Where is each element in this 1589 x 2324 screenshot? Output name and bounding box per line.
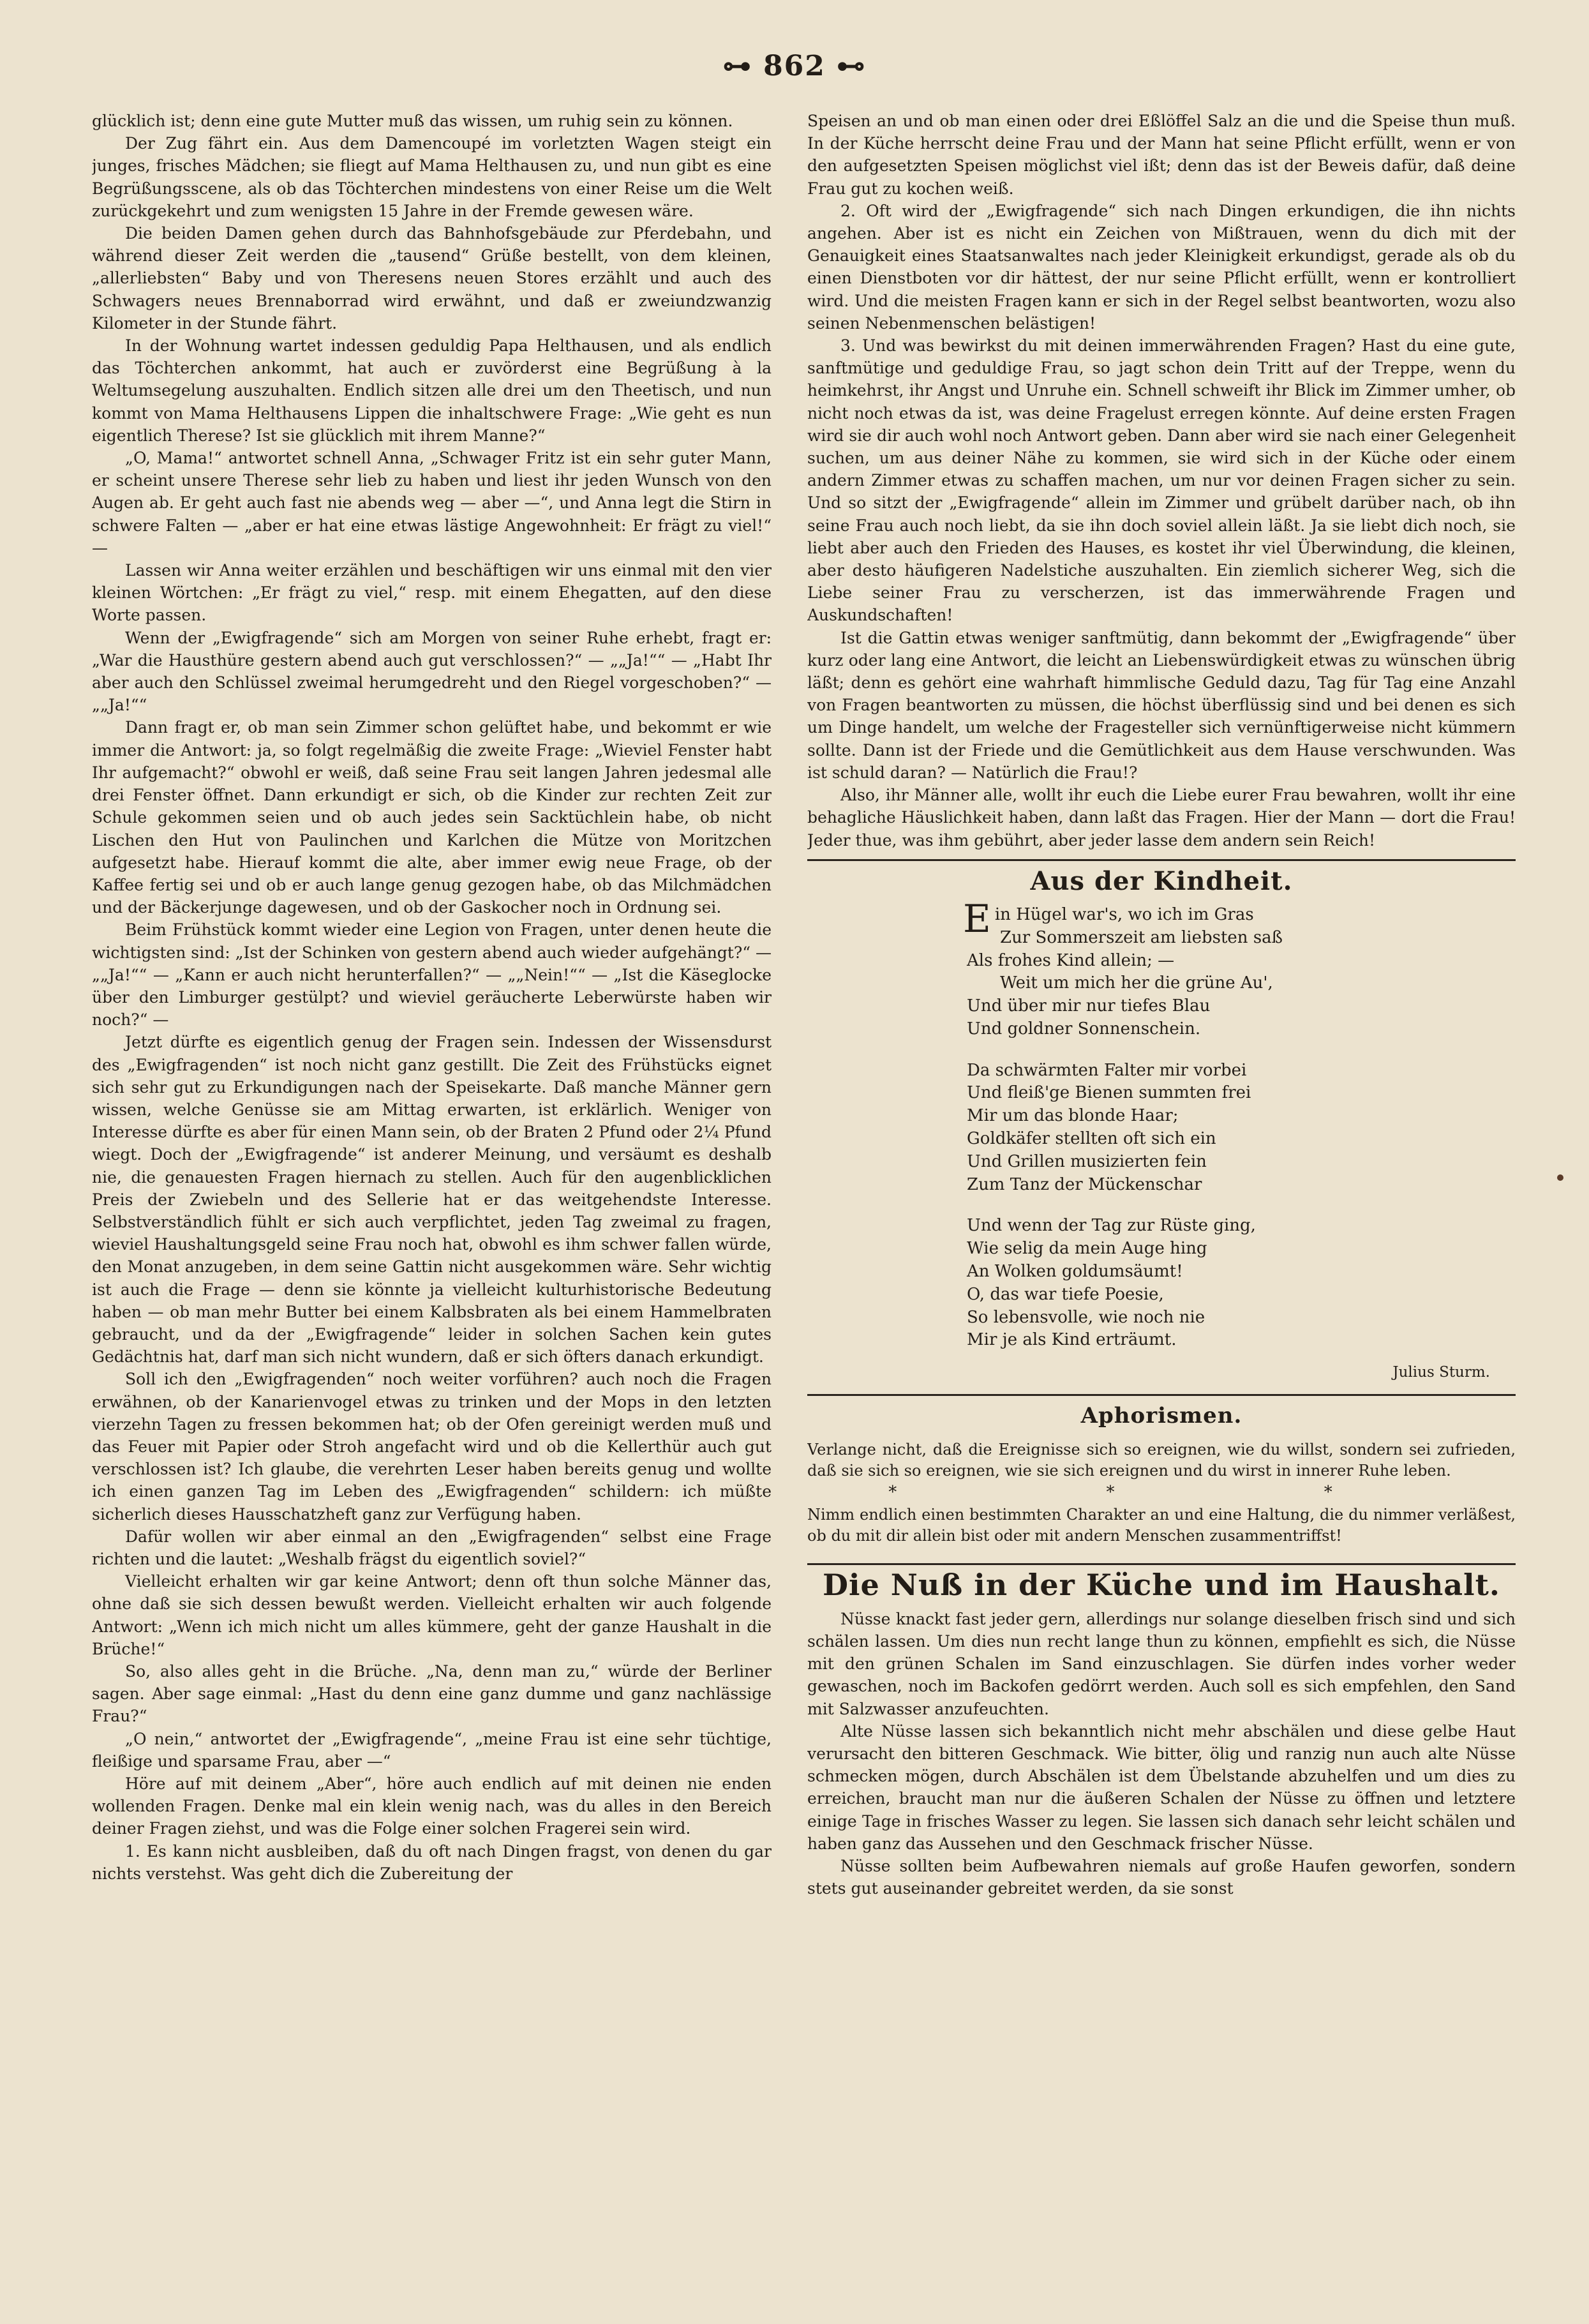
section-divider	[807, 859, 1516, 861]
right-column	[807, 110, 1516, 2305]
section-divider	[807, 1563, 1516, 1565]
poem-line: Und goldner Sonnenschein.	[967, 1019, 1201, 1038]
paragraph: Wenn der „Ewigfragende“ sich am Morgen von seiner Ruhe erhebt, fragt er: „War die Hausthüre gestern abend auch gut verschlossen?“ — „„Ja!““ — „Habt Ihr aber auch den Schlüssel zweimal herumgedreht und den Riegel vorgeschoben?“ — „„Ja!““	[92, 628, 772, 715]
poem-line: Zur Sommerszeit am liebsten saß	[1000, 927, 1283, 947]
paragraph: Lassen wir Anna weiter erzählen und beschäftigen wir uns einmal mit den vier kleinen Wörtchen: „Er frägt zu viel,“ resp. mit einem Ehegatten, auf den diese Worte passen.	[92, 561, 772, 625]
left-column	[92, 110, 772, 2280]
ink-spot	[1557, 1174, 1563, 1181]
paragraph: Speisen an und ob man einen oder drei Eßlöffel Salz an die und die Speise thun muß. In der Küche herrscht deine Frau und der Mann hat seine Pflicht erfüllt, wenn er von den aufgesetzten Speisen möglichst viel ißt; denn das ist der Beweis dafür, daß deine Frau gut zu kochen weiß.	[807, 112, 1516, 198]
poem-stanza	[967, 1060, 1516, 1197]
paragraph: Alte Nüsse lassen sich bekanntlich nicht mehr abschälen und diese gelbe Haut verursacht den bitteren Geschmack. Wie bitter, ölig und ranzig nun auch alte Nüsse schmecken mögen, durch Abschälen ist dem Übelstande abzuhelfen und um dies zu erreichen, braucht man nur die äußeren Schalen der Nüsse zu öffnen und letztere einige Tage in frisches Wasser zu legen. Sie lassen sich danach sehr leicht schälen und haben ganz das Aussehen und den Geschmack frischer Nüsse.	[807, 1721, 1516, 1853]
paragraph: 1. Es kann nicht ausbleiben, daß du oft nach Dingen fragst, von denen du gar nichts verstehst. Was geht dich die Zubereitung der	[92, 1841, 772, 1883]
poem-line: Zum Tanz der Mückenschar	[967, 1174, 1202, 1194]
poem-line: So lebensvolle, wie noch nie	[967, 1307, 1205, 1327]
paragraph: Ist die Gattin etwas weniger sanftmütig, dann bekommt der „Ewigfragende“ über kurz oder lang eine Antwort, die leicht an Liebenswürdigkeit etwas zu wünschen übrig läßt; denn es gehört eine wahrhaft himmlische Geduld dazu, Tag für Tag eine Anzahl von Fragen beantworten zu müssen, die höchst überflüssig sind und bei denen es sich um Dinge handelt, um welche der Fragesteller sich vernünftigerweise nicht kümmern sollte. Dann ist der Friede und die Gemütlichkeit aus dem Hause verschwunden. Was ist schuld daran? — Natürlich die Frau!?	[807, 628, 1516, 782]
paragraph: Also, ihr Männer alle, wollt ihr euch die Liebe eurer Frau bewahren, wollt ihr eine behagliche Häuslichkeit haben, dann laßt das Fragen. Hier der Mann — dort die Frau! Jeder thue, was ihm gebührt, aber jeder lasse dem andern sein Reich!	[807, 786, 1516, 850]
poem-line: Und wenn der Tag zur Rüste ging,	[967, 1216, 1256, 1236]
paragraph: Höre auf mit deinem „Aber“, höre auch endlich auf mit deinen nie enden wollenden Fragen. Denke mal ein klein wenig nach, was du alles in den Bereich deiner Fragen ziehst, und was die Folge einer solchen Fragerei sein wird.	[92, 1774, 772, 1838]
paragraph: „O nein,“ antwortet der „Ewigfragende“, „meine Frau ist eine sehr tüchtige, fleißige und sparsame Frau, aber —“	[92, 1729, 772, 1771]
poem	[963, 896, 1516, 1352]
paragraph: 3. Und was bewirkst du mit deinen immerwährenden Fragen? Hast du eine gute, sanftmütige und geduldige Frau, so jagt schon dein Tritt auf der Treppe, wenn du heimkehrst, ihr Angst und Unruhe ein. Schnell schweift ihr Blick im Zimmer umher, ob nicht noch etwas da ist, was deine Fragelust erregen könnte. Auf deine ersten Fragen wird sie dir auch wohl noch Antwort geben. Dann aber wird sie nach einer Gelegenheit suchen, um aus deiner Nähe zu kommen, sie wird sich in der Küche oder einem andern Zimmer etwas zu schaffen machen, um nur vor deinen Fragen sicher zu sein. Und so sitzt der „Ewigfragende“ allein im Zimmer und grübelt darüber nach, ob ihn seine Frau auch noch liebt, da sie ihn doch soviel allein läßt. Ja sie liebt dich noch, sie liebt aber auch den Frieden des Hauses, es kostet ihr viel Überwindung, die kleinen, aber desto häufigeren Nadelstiche auszuhalten. Ein ziemlich sicherer Weg, sich die Liebe seiner Frau zu verscherzen, ist das immerwährende Fragen und Auskundschaften!	[807, 336, 1516, 625]
poem-stanza	[963, 896, 1516, 1041]
drop-cap: E	[963, 896, 991, 941]
paragraph: Der Zug fährt ein. Aus dem Damencoupé im vorletzten Wagen steigt ein junges, frisches Mädchen; sie fliegt auf Mama Helthausen zu, und nun gibt es eine Begrüßungsscene, als ob das Töchterchen mindestens von einer Reise um die Welt zurückgekehrt und zum wenigsten 15 Jahre in der Fremde gewesen wäre.	[92, 134, 772, 220]
aphorisms-title: Aphorismen.	[1080, 1403, 1242, 1429]
poem-line: Und Grillen musizierten fein	[967, 1151, 1207, 1171]
poem-line: Mir um das blonde Haar;	[967, 1106, 1179, 1126]
poem-stanza	[967, 1215, 1516, 1352]
poem-line: Ein Hügel war's, wo ich im Gras	[963, 896, 1254, 941]
poem-line: O, das war tiefe Poesie,	[967, 1284, 1164, 1304]
poem-author: Julius Sturm.	[1392, 1364, 1490, 1381]
paragraph: Soll ich den „Ewigfragenden“ noch weiter vorführen? auch noch die Fragen erwähnen, ob der Kanarienvogel etwas zu trinken und der Mops in den letzten vierzehn Tagen zu fressen bekommen hat; ob der Ofen gereinigt werden muß und das Feuer mit Papier oder Stroh angefacht wird und ob die Kellerthür auch gut verschlossen ist? Ich glaube, die verehrten Leser haben bereits genug und wollte ich einen ganzen Tag im Leben des „Ewigfragenden“ schildern: ich müßte sicherlich dieses Hausschatzheft ganz zur Verfügung haben.	[92, 1370, 772, 1524]
paragraph: Beim Frühstück kommt wieder eine Legion von Fragen, unter denen heute die wichtigsten sind: „Ist der Schinken von gestern abend auch wieder aufgehängt?“ — „„Ja!““ — „Kann er auch nicht herunterfallen?“ — „„Nein!““ — „Ist die Käseglocke über den Limburger gestülpt? und wieviel geräucherte Leberwürste haben wir noch?“ —	[92, 920, 772, 1030]
paragraph: Die beiden Damen gehen durch das Bahnhofsgebäude zur Pferdebahn, und während dieser Zeit werden die „tausend“ Grüße bestellt, von dem kleinen, „allerliebsten“ Baby und von Theresens neuen Stores erzählt und auch des Schwagers neues Brennaborrad wird erwähnt, und daß er zweiundzwanzig Kilometer in der Stunde fährt.	[92, 224, 772, 333]
nuss-title: Die Nuß in der Küche und im Haushalt.	[823, 1567, 1500, 1602]
paragraph: Nüsse knackt fast jeder gern, allerdings nur solange dieselben frisch sind und sich schälen lassen. Um dies nun recht lange thun zu können, empfiehlt es sich, die Nüsse mit den grünen Schalen im Sand einzuschlagen. Sie dürfen indes vorher weder gewaschen, noch im Backofen gedörrt werden. Auch soll es sich empfehlen, den Sand mit Salzwasser anzufeuchten.	[807, 1609, 1516, 1718]
paragraph: Jetzt dürfte es eigentlich genug der Fragen sein. Indessen der Wissensdurst des „Ewigfragenden“ ist noch nicht ganz gestillt. Die Zeit des Frühstücks eignet sich sehr gut zu Erkundigungen nach der Speisekarte. Daß manche Männer gern wissen, welche Genüsse sie am Mittag erwarten, ist erklärlich. Weniger von Interesse dürfte es aber für einen Mann sein, ob der Braten 2 Pfund oder 2¼ Pfund wiegt. Doch der „Ewigfragende“ ist anderer Meinung, und versäumt es deshalb nie, die genauesten Fragen hiernach zu stellen. Auch für den augenblicklichen Preis der Zwiebeln und des Sellerie hat er das weitgehendste Interesse. Selbstverständlich fühlt er sich auch verpflichtet, jeden Tag zweimal zu fragen, wieviel Haushaltungsgeld seine Frau noch hat, obwohl es ihm schwer fallen würde, den Monat anzugeben, in dem seine Gattin nicht ausgekommen wäre. Sehr wichtig ist auch die Frage — denn sie könnte ja vielleicht kulturhistorische Bedeutung haben — ob man mehr Butter bei einem Kalbsbraten als bei einem Hammelbraten gebraucht, und da der „Ewigfragende“ leider in solchen Sachen kein gutes Gedächtnis hat, darf man sich nicht wundern, daß er sich öfters danach erkundigt.	[92, 1033, 772, 1367]
paragraph: Dann fragt er, ob man sein Zimmer schon gelüftet habe, und bekommt er wie immer die Antwort: ja, so folgt regelmäßig die zweite Frage: „Wieviel Fenster habt Ihr aufgemacht?“ obwohl er weiß, daß seine Frau seit langen Jahren jedesmal alle drei Fenster öffnet. Dann erkundigt er sich, ob die Kinder zur rechten Zeit zur Schule gekommen seien und ob auch jedes sein Sacktüchlein habe, ob nicht Lischen den Hut von Paulinchen und Karlchen die Mütze von Moritzchen aufgesetzt habe. Hierauf kommt die alte, aber immer ewig neue Frage, ob der Kaffee fertig sei und ob er auch lange genug gezogen habe, ob das Milchmädchen und der Bäckerjunge dagewesen, und ob der Gaskocher noch in Ordnung sei.	[92, 718, 772, 917]
paragraph: Vielleicht erhalten wir gar keine Antwort; denn oft thun solche Männer das, ohne daß sie sich dessen bewußt werden. Vielleicht erhalten wir auch folgende Antwort: „Wenn ich mich nicht um alles kümmere, geht der ganze Haushalt in die Brüche!“	[92, 1572, 772, 1658]
paragraph: Dafür wollen wir aber einmal an den „Ewigfragenden“ selbst eine Frage richten und die lautet: „Weshalb frägst du eigentlich soviel?“	[92, 1527, 772, 1568]
aphorism: Verlange nicht, daß die Ereignisse sich so ereignen, wie du willst, sondern sei zufrieden, daß sie sich so ereignen, wie sie sich ereignen und du wirst in innerer Ruhe leben.	[807, 1440, 1516, 1480]
section-divider	[807, 1394, 1516, 1396]
separator-stars: * * *	[888, 1482, 1435, 1502]
paragraph: Nüsse sollten beim Aufbewahren niemals auf große Haufen geworfen, sondern stets gut auseinander gebreitet werden, da sie sonst	[807, 1857, 1516, 1898]
poem-line: Und fleiß'ge Bienen summten frei	[967, 1083, 1251, 1103]
poem-line: Weit um mich her die grüne Au',	[1000, 973, 1273, 993]
aphorism: Nimm endlich einen bestimmten Charakter an und eine Haltung, die du nimmer verläßest, ob du mit dir allein bist oder mit andern Menschen zusammentriffst!	[807, 1505, 1516, 1545]
poem-line: Als frohes Kind allein; —	[967, 950, 1175, 970]
paragraph: glücklich ist; denn eine gute Mutter muß das wissen, um ruhig sein zu können.	[92, 112, 733, 130]
poem-line: Und über mir nur tiefes Blau	[967, 996, 1211, 1016]
page-number-value: 862	[763, 50, 826, 82]
paragraph: „O, Mama!“ antwortet schnell Anna, „Schwager Fritz ist ein sehr guter Mann, er scheint unsere Therese sehr lieb zu haben und liest ihr jeden Wunsch von den Augen ab. Er geht auch fast nie abends weg — aber —“, und Anna legt die Stirn in schwere Falten — „aber er hat eine etwas lästige Angewohnheit: Er frägt zu viel!“ —	[92, 449, 772, 557]
poem-title: Aus der Kindheit.	[1030, 866, 1293, 896]
paragraph: 2. Oft wird der „Ewigfragende“ sich nach Dingen erkundigen, die ihn nichts angehen. Aber ist es nicht ein Zeichen von Mißtrauen, wenn du dich mit der Genauigkeit eines Staatsanwaltes nach jeder Kleinigkeit erkundigst, gerade als ob du einen Dienstboten vor dir hättest, der nur seine Pflicht erfüllt, wenn er kontrolliert wird. Und die meisten Fragen kann er sich in der Regel selbst beantworten, wozu also seinen Nebenmenschen belästigen!	[807, 201, 1516, 333]
poem-line: Mir je als Kind erträumt.	[967, 1330, 1177, 1350]
paragraph: So, also alles geht in die Brüche. „Na, denn man zu,“ würde der Berliner sagen. Aber sage einmal: „Hast du denn eine ganz dumme und ganz nachlässige Frau?“	[92, 1662, 772, 1726]
poem-line: Wie selig da mein Auge hing	[967, 1239, 1207, 1259]
page-number: ⊶ 862 ⊷	[722, 50, 867, 82]
poem-line: Da schwärmten Falter mir vorbei	[967, 1060, 1247, 1080]
poem-line: An Wolken goldumsäumt!	[967, 1262, 1183, 1282]
paragraph: In der Wohnung wartet indessen geduldig Papa Helthausen, und als endlich das Töchterchen ankommt, hat auch er zuvörderst eine Begrüßung à la Weltumsegelung auszuhalten. Endlich sitzen alle drei um den Theetisch, und nun kommt von Mama Helthausens Lippen die inhaltschwere Frage: „Wie geht es nun eigentlich Therese? Ist sie glücklich mit ihrem Manne?“	[92, 336, 772, 445]
poem-line: Goldkäfer stellten oft sich ein	[967, 1129, 1216, 1149]
